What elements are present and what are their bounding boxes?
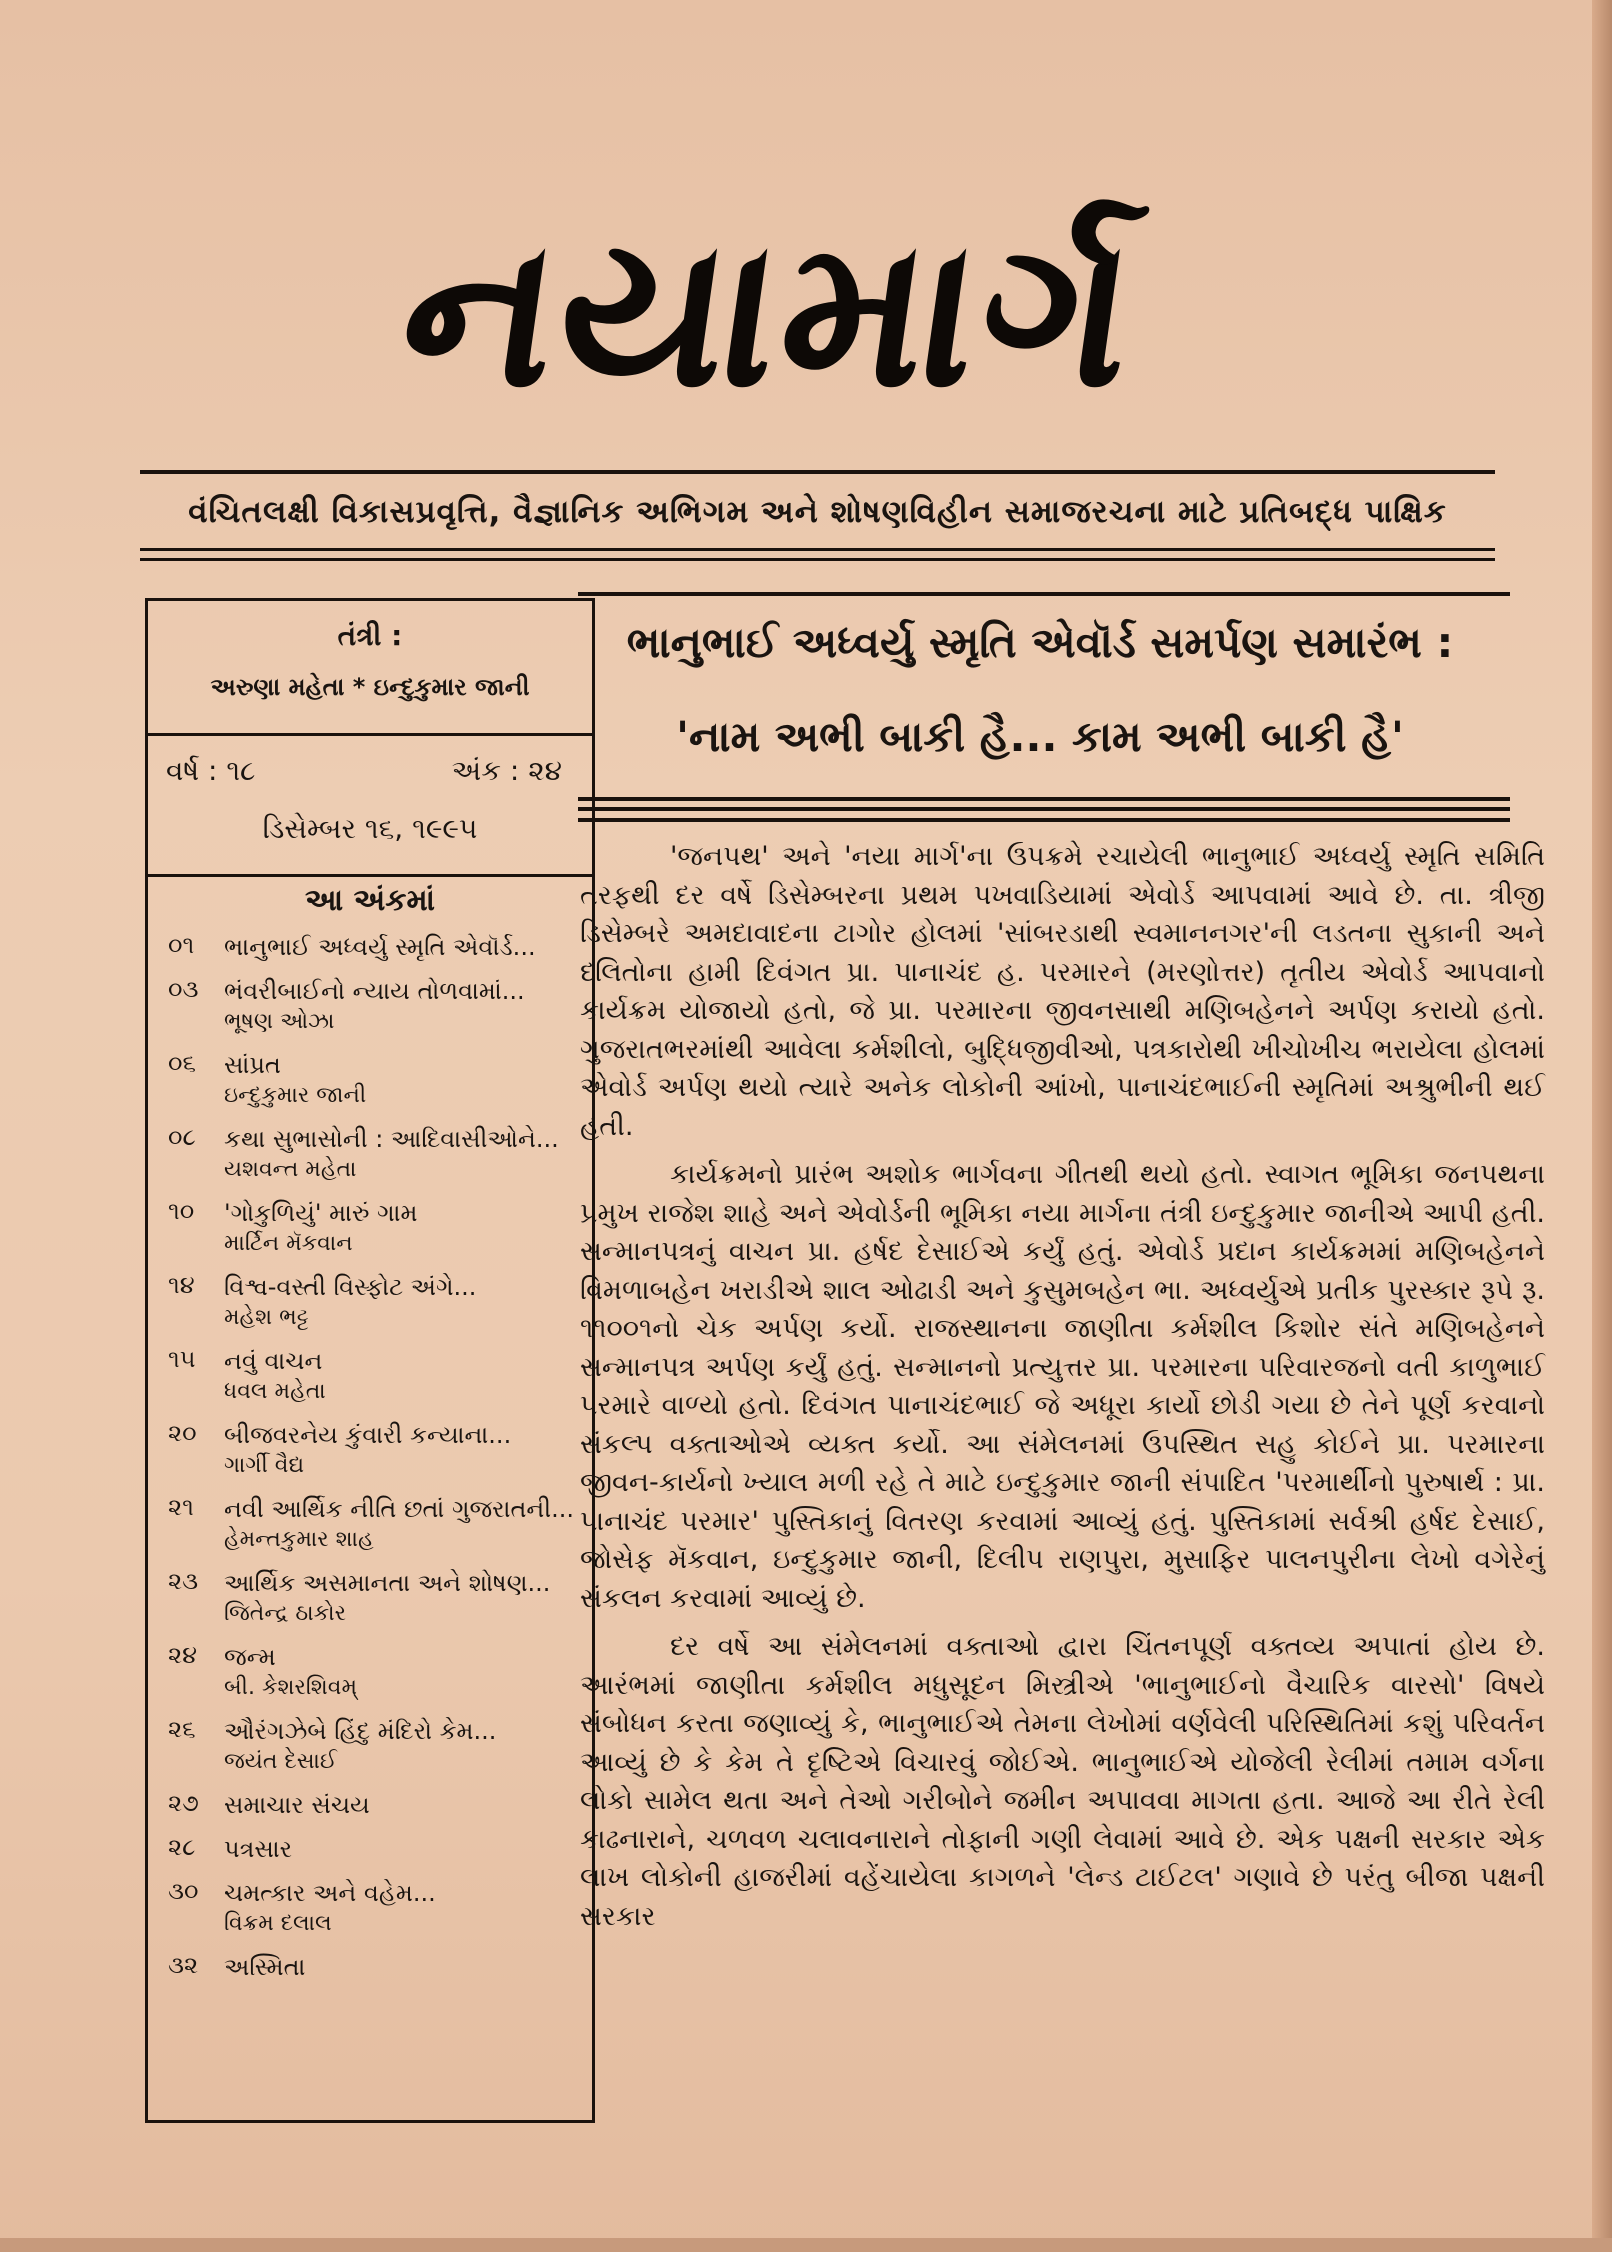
toc-title: કથા સુભાસોની : આદિવાસીઓને...	[224, 1125, 559, 1153]
toc-item	[168, 1493, 588, 1555]
toc-item	[168, 1197, 588, 1259]
issue-date: ડિસેમ્બર ૧૬, ૧૯૯૫	[262, 812, 478, 845]
toc-author: યશવન્ત મહેતા	[224, 1157, 357, 1182]
article-subhead: 'નામ અભી બાકી હૈ... કામ અભી બાકી હૈ'	[676, 712, 1404, 761]
masthead	[250, 150, 1290, 480]
toc-title: આર્થિક અસમાનતા અને શોષણ...	[224, 1569, 551, 1597]
issue-info	[148, 733, 592, 877]
paper-edge-right	[1592, 0, 1612, 2252]
toc-page-number: ૨૪	[168, 1641, 197, 1669]
headline-bottom-rule-2	[578, 807, 1510, 811]
toc-title: પત્રસાર	[224, 1835, 293, 1863]
toc-author: ગાર્ગી વૈદ્ય	[224, 1453, 305, 1478]
toc-title: સમાચાર સંચય	[224, 1791, 370, 1819]
editor-label: તંત્રી :	[337, 619, 403, 652]
toc-page-number: ૧૪	[168, 1271, 195, 1299]
toc-item	[168, 1641, 588, 1703]
toc-title: અસ્મિતા	[224, 1953, 306, 1981]
toc-item	[168, 931, 588, 963]
article-paragraph: દર વર્ષે આ સંમેલનમાં વક્તાઓ દ્વારા ચિંતનપૂર્ણ વક્તવ્ય અપાતાં હોય છે. આરંભમાં જાણીતા કર્મશીલ મધુસૂદન મિસ્ત્રીએ 'ભાનુભાઈનો વૈચારિક વારસો' વિષયે સંબોધન કરતા જણાવ્યું કે, ભાનુભાઈએ તેમના લેખોમાં વર્ણવેલી પરિસ્થિતિમાં કશું પરિવર્તન આવ્યું છે કે કેમ તે દૃષ્ટિએ વિચારવું જોઈએ. ભાનુભાઈએ યોજેલી રેલીમાં તમામ વર્ગના લોકો સામેલ થતા અને તેઓ ગરીબોને જમીન અપાવવા માગતા હતા. આજે આ રીતે રેલી કાઢનારાને, ચળવળ ચલાવનારાને તોફાની ગણી લેવામાં આવે છે. એક પક્ષની સરકાર એક લાખ લોકોની હાજરીમાં વહેંચાયેલા કાગળને 'લેન્ડ ટાઈટલ' ગણાવે છે પરંતુ બીજા પક્ષની સરકાર	[580, 1631, 1545, 1932]
toc-page-number: ૦૧	[168, 931, 195, 959]
toc-page-number: ૨૦	[168, 1419, 197, 1447]
tagline: વંચિતલક્ષી વિકાસપ્રવૃત્તિ, વૈજ્ઞાનિક અભિગમ અને શોષણવિહીન સમાજરચના માટે પ્રતિબદ્ધ પાક્ષિક	[188, 493, 1447, 530]
toc-author: ઇન્દુકુમાર જાની	[224, 1083, 367, 1108]
toc-author: ધવલ મહેતા	[224, 1379, 326, 1404]
toc-author: ભૂષણ ઓઝા	[224, 1009, 335, 1034]
toc-page-number: ૨૭	[168, 1789, 199, 1817]
article-body	[580, 838, 1545, 1946]
toc-title: વિશ્વ-વસ્તી વિસ્ફોટ અંગે...	[224, 1273, 477, 1301]
toc-page-number: ૩૨	[168, 1951, 199, 1979]
toc-heading: આ અંકમાં	[305, 883, 435, 918]
masthead-title: નયામાર્ગ	[387, 194, 1153, 433]
paper-edge-bottom	[0, 2238, 1612, 2252]
top-rule-thick	[140, 470, 1495, 474]
toc-page-number: ૧૫	[168, 1345, 196, 1373]
toc-author: જિતેન્દ્ર ઠાકોર	[224, 1601, 346, 1626]
tagline-rule-2	[140, 558, 1495, 561]
toc-page-number: ૨૮	[168, 1833, 196, 1861]
toc-item	[168, 1715, 588, 1777]
toc-item	[168, 1345, 588, 1407]
toc-item	[168, 1877, 588, 1939]
toc-author: જયંત દેસાઈ	[224, 1749, 337, 1774]
toc-title: નવું વાચન	[224, 1347, 323, 1375]
headline-bottom-rule-3	[578, 818, 1510, 822]
toc-item	[168, 1123, 588, 1185]
toc-item	[168, 1049, 588, 1111]
toc-item	[168, 1419, 588, 1481]
table-of-contents	[168, 931, 588, 1995]
toc-page-number: ૩૦	[168, 1877, 199, 1905]
toc-title: નવી આર્થિક નીતિ છતાં ગુજરાતની...	[224, 1495, 574, 1523]
toc-title: ભંવરીબાઈનો ન્યાય તોળવામાં...	[224, 977, 525, 1005]
toc-title: ઔરંગઝેબે હિંદુ મંદિરો કેમ...	[224, 1717, 497, 1745]
toc-page-number: ૦૩	[168, 975, 199, 1003]
toc-item	[168, 1833, 588, 1865]
toc-item	[168, 1789, 588, 1821]
toc-title: ચમત્કાર અને વહેમ...	[224, 1879, 436, 1907]
editors: અરુણા મહેતા * ઇન્દુકુમાર જાની	[210, 673, 530, 701]
toc-item	[168, 1951, 588, 1983]
article-paragraph: કાર્યક્રમનો પ્રારંભ અશોક ભાર્ગવના ગીતથી થયો હતો. સ્વાગત ભૂમિકા જનપથના પ્રમુખ રાજેશ શાહે અને એવોર્ડની ભૂમિકા નયા માર્ગના તંત્રી ઇન્દુકુમાર જાનીએ આપી હતી. સન્માનપત્રનું વાચન પ્રા. હર્ષદ દેસાઈએ કર્યું હતું. એવોર્ડ પ્રદાન કાર્યક્રમમાં મણિબહેનને વિમળાબહેન ખરાડીએ શાલ ઓઢાડી અને કુસુમબહેન ભા. અધ્વર્યુએ પ્રતીક પુરસ્કાર રૂપે રૂ. ૧૧૦૦૧નો ચેક અર્પણ કર્યો. રાજસ્થાનના જાણીતા કર્મશીલ કિશોર સંતે મણિબહેનને સન્માનપત્ર અર્પણ કર્યું હતું. સન્માનનો પ્રત્યુત્તર પ્રા. પરમારના પરિવારજનો વતી કાળુભાઈ પરમારે વાળ્યો હતો. દિવંગત પાનાચંદભાઈ જે અધૂરા કાર્યો છોડી ગયા છે તેને પૂર્ણ કરવાનો સંકલ્પ વક્તાઓએ વ્યક્ત કર્યો. આ સંમેલનમાં ઉપસ્થિત સહુ કોઈને પ્રા. પરમારના જીવન-કાર્યનો ખ્યાલ મળી રહે તે માટે ઇન્દુકુમાર જાની સંપાદિત 'પરમાર્થીનો પુરુષાર્થ : પ્રા. પાનાચંદ પરમાર' પુસ્તિકાનું વિતરણ કરવામાં આવ્યું હતું. પુસ્તિકામાં સર્વશ્રી હર્ષદ દેસાઈ, જોસેફ મૅકવાન, ઇન્દુકુમાર જાની, દિલીપ રાણપુરા, મુસાફિર પાલનપુરીના લેખો વગેરેનું સંકલન કરવામાં આવ્યું છે.	[580, 1159, 1545, 1614]
toc-title: 'ગોકુળિયું' મારું ગામ	[224, 1199, 418, 1227]
tagline-rule-1	[140, 548, 1495, 551]
toc-title: ભાનુભાઈ અધ્વર્યુ સ્મૃતિ એવૉર્ડ...	[224, 933, 536, 961]
sidebar-contents-box	[145, 598, 595, 2123]
toc-author: મહેશ ભટ્ટ	[224, 1305, 309, 1330]
headline-bottom-rule-1	[578, 797, 1510, 801]
toc-page-number: ૨૬	[168, 1715, 196, 1743]
issue-number: અંક : ૨૪	[451, 754, 562, 787]
toc-title: સાંપ્રત	[224, 1051, 281, 1079]
toc-author: માર્ટિન મૅકવાન	[224, 1231, 353, 1256]
toc-title: જન્મ	[224, 1643, 276, 1671]
toc-author: બી. કેશરશિવમ્	[224, 1675, 357, 1700]
headline-top-rule	[578, 592, 1510, 596]
toc-page-number: ૦૮	[168, 1123, 196, 1151]
toc-item	[168, 975, 588, 1037]
toc-page-number: ૨૧	[168, 1493, 194, 1521]
article-headline: ભાનુભાઈ અધ્વર્યુ સ્મૃતિ એવૉર્ડ સમર્પણ સમારંભ :	[626, 618, 1454, 667]
toc-item	[168, 1271, 588, 1333]
toc-title: બીજવરનેય કુંવારી કન્યાના...	[224, 1421, 512, 1449]
toc-page-number: ૨૩	[168, 1567, 199, 1595]
volume-year: વર્ષ : ૧૮	[166, 754, 256, 787]
toc-item	[168, 1567, 588, 1629]
toc-author: વિક્રમ દલાલ	[224, 1911, 332, 1936]
article-paragraph: 'જનપથ' અને 'નયા માર્ગ'ના ઉપક્રમે રચાયેલી ભાનુભાઈ અધ્વર્યુ સ્મૃતિ સમિતિ તરફથી દર વર્ષે ડિસેમ્બરના પ્રથમ પખવાડિયામાં એવોર્ડ આપવામાં આવે છે. તા. ત્રીજી ડિસેમ્બરે અમદાવાદના ટાગોર હોલમાં 'સાંબરડાથી સ્વમાનનગર'ની લડતના સુકાની અને દલિતોના હામી દિવંગત પ્રા. પાનાચંદ હ. પરમારને (મરણોત્તર) તૃતીય એવોર્ડ આપવાનો કાર્યક્રમ યોજાયો હતો, જે પ્રા. પરમારના જીવનસાથી મણિબહેનને અર્પણ કરાયો હતો. ગુજરાતભરમાંથી આવેલા કર્મશીલો, બુદ્ધિજીવીઓ, પત્રકારોથી ખીચોખીચ ભરાયેલા હોલમાં એવોર્ડ અર્પણ થયો ત્યારે અનેક લોકોની આંખો, પાનાચંદભાઈની સ્મૃતિમાં અશ્રુભીની થઈ હતી.	[580, 841, 1545, 1142]
toc-page-number: ૦૬	[168, 1049, 196, 1077]
toc-page-number: ૧૦	[168, 1197, 195, 1225]
toc-author: હેમન્તકુમાર શાહ	[224, 1527, 374, 1552]
